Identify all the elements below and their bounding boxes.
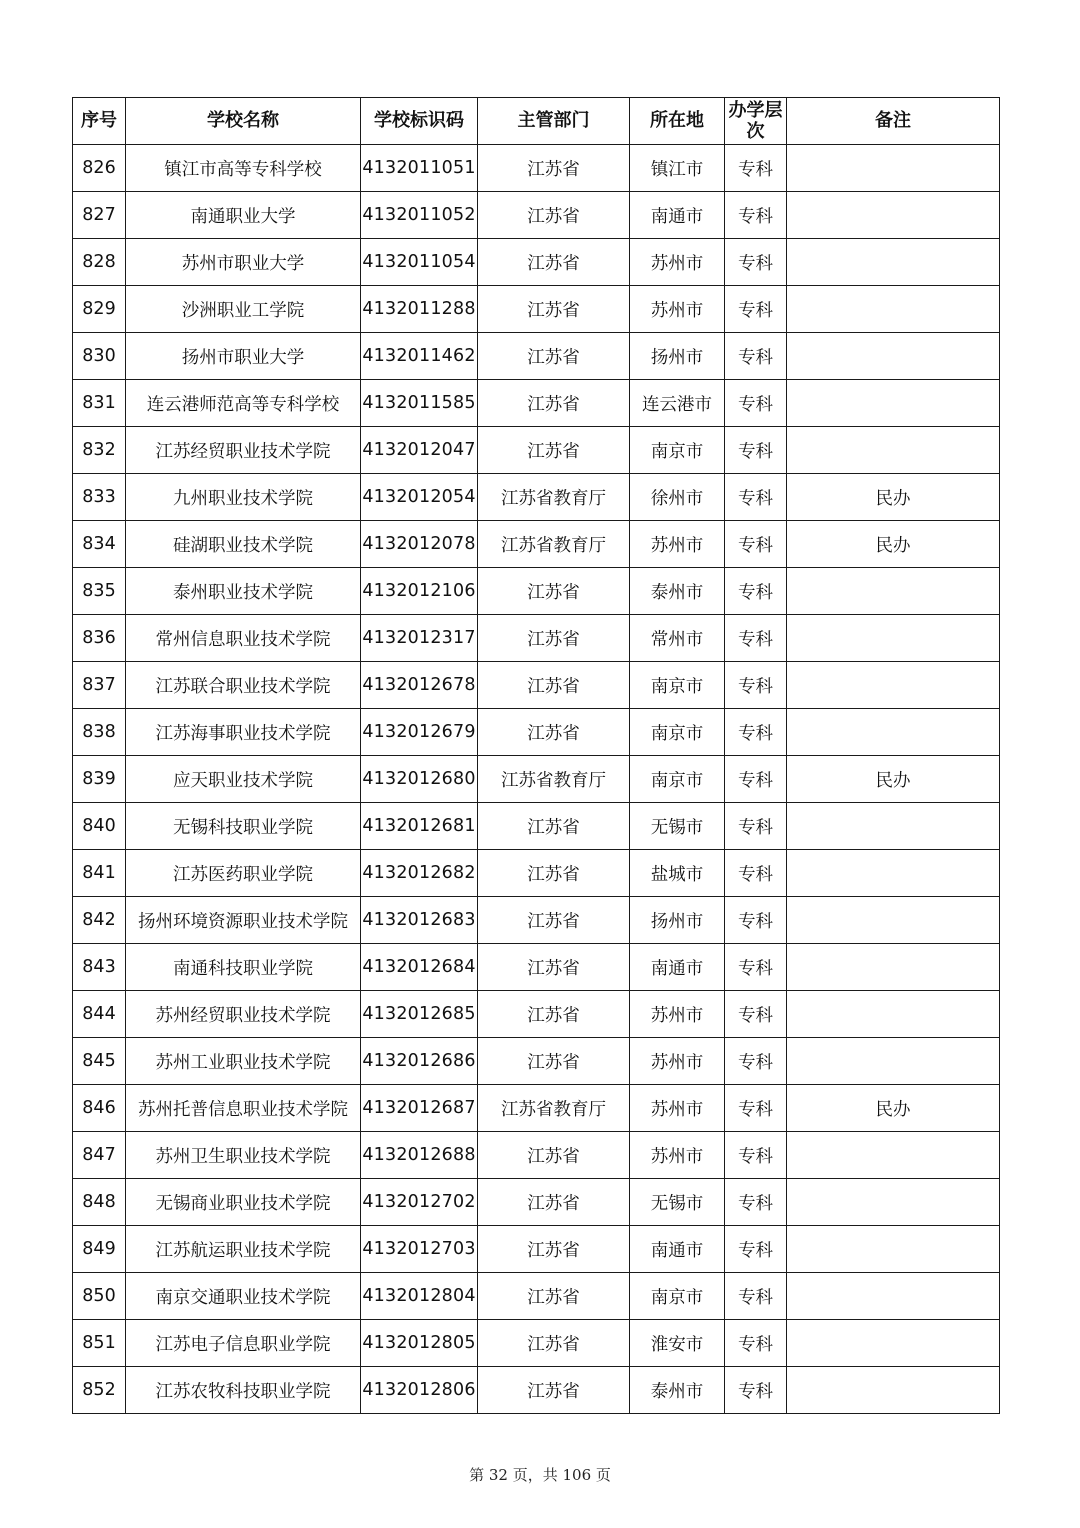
cell-authority: 江苏省教育厅	[478, 521, 630, 568]
cell-school-name: 沙洲职业工学院	[126, 286, 361, 333]
cell-remarks	[787, 333, 1000, 380]
cell-level: 专科	[725, 239, 787, 286]
cell-school-code: 4132011288	[361, 286, 478, 333]
cell-location: 南京市	[630, 427, 725, 474]
cell-authority: 江苏省	[478, 145, 630, 192]
header-location: 所在地	[630, 98, 725, 145]
cell-school-name: 江苏联合职业技术学院	[126, 662, 361, 709]
cell-remarks	[787, 380, 1000, 427]
cell-location: 连云港市	[630, 380, 725, 427]
cell-authority: 江苏省	[478, 897, 630, 944]
cell-school-code: 4132011052	[361, 192, 478, 239]
cell-index: 826	[73, 145, 126, 192]
cell-school-code: 4132012686	[361, 1038, 478, 1085]
cell-location: 南京市	[630, 709, 725, 756]
table-row	[73, 1038, 1000, 1085]
table-row	[73, 474, 1000, 521]
cell-remarks	[787, 991, 1000, 1038]
cell-level: 专科	[725, 286, 787, 333]
cell-school-name: 无锡商业职业技术学院	[126, 1179, 361, 1226]
table-row	[73, 521, 1000, 568]
cell-index: 841	[73, 850, 126, 897]
header-school-name: 学校名称	[126, 98, 361, 145]
cell-index: 838	[73, 709, 126, 756]
cell-index: 830	[73, 333, 126, 380]
cell-school-code: 4132012106	[361, 568, 478, 615]
table-row	[73, 803, 1000, 850]
cell-level: 专科	[725, 1320, 787, 1367]
cell-location: 徐州市	[630, 474, 725, 521]
cell-level: 专科	[725, 615, 787, 662]
cell-index: 828	[73, 239, 126, 286]
cell-authority: 江苏省教育厅	[478, 1085, 630, 1132]
cell-index: 832	[73, 427, 126, 474]
cell-school-code: 4132012078	[361, 521, 478, 568]
cell-level: 专科	[725, 333, 787, 380]
cell-school-name: 江苏医药职业学院	[126, 850, 361, 897]
cell-school-code: 4132012317	[361, 615, 478, 662]
cell-level: 专科	[725, 756, 787, 803]
cell-remarks	[787, 850, 1000, 897]
cell-location: 苏州市	[630, 239, 725, 286]
school-list-table	[72, 97, 1000, 1414]
cell-school-name: 江苏农牧科技职业学院	[126, 1367, 361, 1414]
table-row	[73, 662, 1000, 709]
table-row	[73, 850, 1000, 897]
cell-index: 839	[73, 756, 126, 803]
cell-school-code: 4132012683	[361, 897, 478, 944]
table-row	[73, 615, 1000, 662]
cell-level: 专科	[725, 568, 787, 615]
cell-remarks	[787, 662, 1000, 709]
cell-level: 专科	[725, 145, 787, 192]
cell-school-code: 4132011462	[361, 333, 478, 380]
header-index: 序号	[73, 98, 126, 145]
header-remarks: 备注	[787, 98, 1000, 145]
cell-school-code: 4132012678	[361, 662, 478, 709]
cell-location: 泰州市	[630, 1367, 725, 1414]
cell-remarks	[787, 709, 1000, 756]
cell-remarks	[787, 1273, 1000, 1320]
cell-index: 847	[73, 1132, 126, 1179]
cell-school-code: 4132012680	[361, 756, 478, 803]
cell-remarks	[787, 1132, 1000, 1179]
cell-authority: 江苏省	[478, 1179, 630, 1226]
cell-school-code: 4132012702	[361, 1179, 478, 1226]
cell-authority: 江苏省	[478, 615, 630, 662]
cell-school-code: 4132012679	[361, 709, 478, 756]
table-row	[73, 1132, 1000, 1179]
cell-level: 专科	[725, 803, 787, 850]
cell-school-name: 南通科技职业学院	[126, 944, 361, 991]
cell-remarks: 民办	[787, 1085, 1000, 1132]
cell-school-name: 江苏海事职业技术学院	[126, 709, 361, 756]
cell-school-code: 4132011051	[361, 145, 478, 192]
cell-index: 851	[73, 1320, 126, 1367]
cell-authority: 江苏省教育厅	[478, 756, 630, 803]
cell-remarks	[787, 427, 1000, 474]
cell-school-name: 硅湖职业技术学院	[126, 521, 361, 568]
cell-authority: 江苏省	[478, 380, 630, 427]
cell-level: 专科	[725, 1226, 787, 1273]
cell-authority: 江苏省	[478, 1226, 630, 1273]
cell-location: 常州市	[630, 615, 725, 662]
table-row	[73, 991, 1000, 1038]
cell-index: 836	[73, 615, 126, 662]
cell-authority: 江苏省	[478, 286, 630, 333]
header-school-code: 学校标识码	[361, 98, 478, 145]
cell-level: 专科	[725, 897, 787, 944]
cell-school-name: 苏州托普信息职业技术学院	[126, 1085, 361, 1132]
cell-level: 专科	[725, 944, 787, 991]
cell-level: 专科	[725, 192, 787, 239]
cell-location: 苏州市	[630, 1085, 725, 1132]
cell-school-code: 4132012806	[361, 1367, 478, 1414]
cell-location: 南京市	[630, 1273, 725, 1320]
table-row	[73, 1179, 1000, 1226]
cell-authority: 江苏省	[478, 1320, 630, 1367]
cell-authority: 江苏省	[478, 427, 630, 474]
cell-remarks	[787, 803, 1000, 850]
table-row	[73, 239, 1000, 286]
cell-location: 南京市	[630, 756, 725, 803]
table-row	[73, 192, 1000, 239]
cell-level: 专科	[725, 709, 787, 756]
cell-level: 专科	[725, 380, 787, 427]
cell-location: 南通市	[630, 192, 725, 239]
cell-location: 泰州市	[630, 568, 725, 615]
cell-school-code: 4132012681	[361, 803, 478, 850]
cell-school-code: 4132011054	[361, 239, 478, 286]
cell-index: 829	[73, 286, 126, 333]
cell-authority: 江苏省	[478, 239, 630, 286]
table-header-row	[73, 98, 1000, 145]
cell-remarks	[787, 239, 1000, 286]
cell-remarks	[787, 615, 1000, 662]
table-row	[73, 333, 1000, 380]
cell-index: 844	[73, 991, 126, 1038]
cell-school-code: 4132012687	[361, 1085, 478, 1132]
cell-school-name: 江苏电子信息职业学院	[126, 1320, 361, 1367]
cell-level: 专科	[725, 662, 787, 709]
cell-school-name: 南通职业大学	[126, 192, 361, 239]
cell-level: 专科	[725, 991, 787, 1038]
table-row	[73, 944, 1000, 991]
cell-location: 苏州市	[630, 286, 725, 333]
cell-school-name: 苏州经贸职业技术学院	[126, 991, 361, 1038]
table-row	[73, 1367, 1000, 1414]
cell-remarks	[787, 1179, 1000, 1226]
cell-level: 专科	[725, 1367, 787, 1414]
cell-index: 840	[73, 803, 126, 850]
cell-school-code: 4132012047	[361, 427, 478, 474]
cell-remarks	[787, 1320, 1000, 1367]
cell-location: 苏州市	[630, 1132, 725, 1179]
cell-school-name: 镇江市高等专科学校	[126, 145, 361, 192]
table-row	[73, 286, 1000, 333]
cell-authority: 江苏省	[478, 662, 630, 709]
table-row	[73, 709, 1000, 756]
cell-authority: 江苏省	[478, 568, 630, 615]
cell-location: 镇江市	[630, 145, 725, 192]
cell-authority: 江苏省	[478, 850, 630, 897]
table-row	[73, 1085, 1000, 1132]
cell-location: 苏州市	[630, 1038, 725, 1085]
cell-school-code: 4132012804	[361, 1273, 478, 1320]
cell-school-code: 4132012805	[361, 1320, 478, 1367]
cell-location: 南通市	[630, 944, 725, 991]
cell-school-name: 苏州卫生职业技术学院	[126, 1132, 361, 1179]
cell-remarks	[787, 145, 1000, 192]
cell-school-name: 常州信息职业技术学院	[126, 615, 361, 662]
cell-index: 849	[73, 1226, 126, 1273]
cell-index: 848	[73, 1179, 126, 1226]
cell-index: 842	[73, 897, 126, 944]
cell-school-name: 扬州环境资源职业技术学院	[126, 897, 361, 944]
cell-index: 845	[73, 1038, 126, 1085]
table-row	[73, 756, 1000, 803]
table-row	[73, 1320, 1000, 1367]
table-row	[73, 380, 1000, 427]
cell-remarks	[787, 568, 1000, 615]
cell-authority: 江苏省	[478, 803, 630, 850]
cell-index: 834	[73, 521, 126, 568]
table-row	[73, 145, 1000, 192]
cell-school-code: 4132012682	[361, 850, 478, 897]
cell-location: 无锡市	[630, 803, 725, 850]
cell-authority: 江苏省	[478, 192, 630, 239]
table-row	[73, 427, 1000, 474]
table-row	[73, 1226, 1000, 1273]
cell-school-name: 应天职业技术学院	[126, 756, 361, 803]
table-row	[73, 897, 1000, 944]
cell-school-name: 连云港师范高等专科学校	[126, 380, 361, 427]
cell-index: 831	[73, 380, 126, 427]
page-number: 第 32 页，共 106 页	[469, 1466, 611, 1484]
cell-index: 837	[73, 662, 126, 709]
cell-school-code: 4132011585	[361, 380, 478, 427]
cell-level: 专科	[725, 474, 787, 521]
cell-remarks: 民办	[787, 521, 1000, 568]
cell-index: 843	[73, 944, 126, 991]
cell-location: 无锡市	[630, 1179, 725, 1226]
cell-authority: 江苏省教育厅	[478, 474, 630, 521]
cell-index: 850	[73, 1273, 126, 1320]
cell-remarks	[787, 286, 1000, 333]
cell-remarks	[787, 192, 1000, 239]
cell-school-name: 泰州职业技术学院	[126, 568, 361, 615]
cell-location: 扬州市	[630, 897, 725, 944]
cell-school-code: 4132012688	[361, 1132, 478, 1179]
cell-index: 835	[73, 568, 126, 615]
cell-school-name: 无锡科技职业学院	[126, 803, 361, 850]
cell-school-name: 九州职业技术学院	[126, 474, 361, 521]
cell-remarks: 民办	[787, 756, 1000, 803]
cell-index: 833	[73, 474, 126, 521]
cell-location: 南通市	[630, 1226, 725, 1273]
cell-remarks	[787, 944, 1000, 991]
cell-level: 专科	[725, 427, 787, 474]
cell-remarks	[787, 897, 1000, 944]
cell-authority: 江苏省	[478, 333, 630, 380]
cell-school-code: 4132012685	[361, 991, 478, 1038]
header-level: 办学层次	[725, 98, 787, 145]
cell-level: 专科	[725, 521, 787, 568]
cell-authority: 江苏省	[478, 1367, 630, 1414]
cell-school-name: 江苏经贸职业技术学院	[126, 427, 361, 474]
cell-index: 852	[73, 1367, 126, 1414]
cell-location: 苏州市	[630, 521, 725, 568]
cell-location: 扬州市	[630, 333, 725, 380]
cell-school-name: 南京交通职业技术学院	[126, 1273, 361, 1320]
table-row	[73, 568, 1000, 615]
cell-remarks	[787, 1038, 1000, 1085]
cell-level: 专科	[725, 1038, 787, 1085]
cell-remarks: 民办	[787, 474, 1000, 521]
cell-level: 专科	[725, 1085, 787, 1132]
cell-school-code: 4132012684	[361, 944, 478, 991]
cell-level: 专科	[725, 1132, 787, 1179]
cell-school-name: 苏州工业职业技术学院	[126, 1038, 361, 1085]
cell-remarks	[787, 1367, 1000, 1414]
cell-level: 专科	[725, 1179, 787, 1226]
cell-location: 苏州市	[630, 991, 725, 1038]
cell-location: 盐城市	[630, 850, 725, 897]
cell-location: 南京市	[630, 662, 725, 709]
cell-school-code: 4132012054	[361, 474, 478, 521]
table-row	[73, 1273, 1000, 1320]
cell-authority: 江苏省	[478, 991, 630, 1038]
cell-remarks	[787, 1226, 1000, 1273]
cell-location: 淮安市	[630, 1320, 725, 1367]
cell-school-name: 苏州市职业大学	[126, 239, 361, 286]
cell-authority: 江苏省	[478, 1038, 630, 1085]
cell-level: 专科	[725, 850, 787, 897]
cell-school-name: 江苏航运职业技术学院	[126, 1226, 361, 1273]
cell-index: 827	[73, 192, 126, 239]
cell-level: 专科	[725, 1273, 787, 1320]
header-authority: 主管部门	[478, 98, 630, 145]
cell-index: 846	[73, 1085, 126, 1132]
cell-authority: 江苏省	[478, 944, 630, 991]
cell-authority: 江苏省	[478, 1132, 630, 1179]
cell-school-code: 4132012703	[361, 1226, 478, 1273]
cell-school-name: 扬州市职业大学	[126, 333, 361, 380]
cell-authority: 江苏省	[478, 709, 630, 756]
cell-authority: 江苏省	[478, 1273, 630, 1320]
